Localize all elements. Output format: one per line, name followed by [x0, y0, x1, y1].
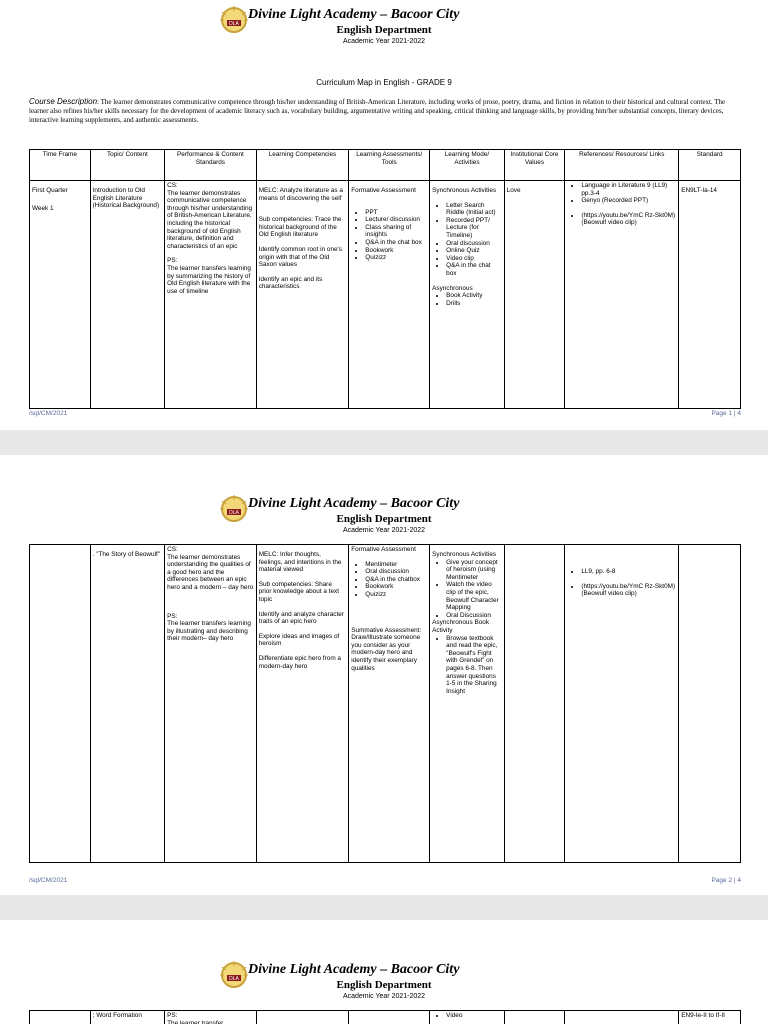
asynchronous-list [446, 292, 502, 307]
school-name: Divine Light Academy – Bacoor City [248, 962, 460, 977]
competencies-cell [256, 545, 349, 863]
page-header [0, 0, 768, 62]
footer-code: /sql/CM/2021 [29, 410, 68, 417]
competency-text: Identify common root in one's origin with that of the Old Saxon values [258, 245, 342, 269]
col-header: Topic/ Content [90, 150, 165, 181]
table-row [30, 1011, 741, 1024]
ps-label: PS: [167, 1012, 178, 1019]
table-header-row [30, 150, 741, 181]
synchronous-list [446, 1012, 502, 1020]
competency-text: Identify and analyze character traits of an epic hero [258, 610, 344, 626]
col-header: Time Frame [30, 150, 91, 181]
standard-code: EN9LT-Ia-14 [681, 187, 717, 194]
melc-text: MELC: Analyze literature as a means of discovering the self [258, 187, 343, 202]
curriculum-table [29, 149, 741, 409]
academic-year: Academic Year 2021-2022 [342, 38, 426, 45]
synchronous-list [446, 202, 502, 278]
time-frame-cell [30, 1011, 91, 1024]
list-item: • Bookwork [365, 583, 427, 591]
list-item: • Online Quiz [446, 247, 502, 255]
list-item: • Bookwork [365, 247, 427, 255]
topic-cell [90, 181, 165, 409]
sub-competencies-text: Sub competencies: Trace the historical background of the Old English literature [258, 216, 342, 239]
list-item: • LL9, pp. 6-8 [581, 568, 676, 576]
list-item: • Class sharing of insights [365, 224, 427, 239]
assessment-title: Formative Assessment [351, 187, 416, 194]
assessment-cell [349, 1011, 430, 1024]
assessment-title: Formative Assessment [351, 546, 416, 553]
activities-cell [430, 545, 505, 863]
standards-cell [165, 181, 257, 409]
references-list [581, 182, 676, 227]
list-item: • Q&A in the chat box [446, 262, 502, 277]
school-name: Divine Light Academy – Bacoor City [248, 7, 460, 22]
table-row [30, 181, 741, 409]
curriculum-table [29, 1010, 741, 1024]
competency-text: Identify an epic and its characteristics [258, 275, 323, 291]
list-item: • Recorded PPT/ Lecture (for Timeline) [446, 217, 502, 240]
page-header [0, 489, 768, 551]
page-footer [29, 410, 741, 417]
academic-year: Academic Year 2021-2022 [342, 993, 426, 1000]
core-values-cell [504, 1011, 565, 1024]
curriculum-table [29, 544, 741, 863]
assessment-list [365, 561, 427, 599]
department-name: English Department [336, 24, 432, 36]
topic-cell [90, 1011, 165, 1024]
standard-cell [679, 1011, 741, 1024]
list-item: • PPT [365, 209, 427, 217]
time-frame-cell [30, 545, 91, 863]
col-header: Learning Competencies [256, 150, 349, 181]
list-item: • Browse textbook and read the epic, "Beowulf's Fight with Grendel" on pages 6-8. Then answer questions 1-5 in the Sharing Insight [446, 635, 502, 696]
list-item: • (https://youtu.be/YmC Rz-Skt0M) (Beowulf video clip) [581, 212, 676, 227]
activities-cell [430, 1011, 505, 1024]
assessment-cell [349, 181, 430, 409]
core-values-cell [504, 181, 565, 409]
col-header: Learning Assessments/ Tools [349, 150, 430, 181]
competency-text: Differentiate epic hero from a modern-day hero [258, 654, 341, 670]
topic-text: Introduction to Old English Literature (Historical Background) [92, 187, 160, 210]
page-footer [29, 877, 741, 884]
department-name: English Department [336, 979, 432, 991]
col-header: Learning Mode/ Activities [430, 150, 505, 181]
list-item: • Give your concept of heroism (using Mentimeter [446, 559, 502, 582]
competency-text: Explore ideas and images of heroism [258, 632, 340, 648]
list-item: • Lecture/ discussion [365, 216, 427, 224]
cs-text: The learner demonstrates understanding the qualities of a good hero and the differences between an epic hero and a modern – day hero [167, 553, 254, 591]
course-description [29, 97, 741, 125]
col-header: Institutional Core Values [504, 150, 565, 181]
synchronous-title: Synchronous Activities [432, 187, 497, 194]
list-item: • Oral discussion [365, 568, 427, 576]
list-item: • Oral discussion [446, 240, 502, 248]
page-number: Page 1 | 4 [711, 410, 741, 417]
list-item: • Quizizz [365, 591, 427, 599]
ps-label: PS: [167, 612, 178, 620]
department-name: English Department [336, 513, 432, 525]
synchronous-title: Synchronous Activities [432, 551, 497, 558]
core-value-text: Love [506, 187, 521, 194]
ps-text: The learner transfers learning by illustrating and describing their modern– day hero [167, 620, 251, 643]
list-item: • Language in Literature 9 (LL9) pp.3-4 [581, 182, 676, 197]
document-title: Curriculum Map in English - GRADE 9 [316, 78, 452, 87]
list-item: • Genyo (Recorded PPT) [581, 197, 676, 205]
time-frame-cell [30, 181, 91, 409]
standards-cell [165, 1011, 257, 1024]
document-page-2 [0, 455, 768, 895]
list-item: • Oral Discussion [446, 612, 502, 620]
list-item: • Letter Search Riddle (Initial act) [446, 202, 502, 217]
references-cell [565, 545, 679, 863]
list-item: • Q&A in the chat box [365, 239, 427, 247]
cs-label: CS: [167, 546, 178, 553]
footer-code: /sql/CM/2021 [29, 877, 68, 884]
melc-text: MELC: Infer thoughts, feelings, and intentions in the material viewed [258, 551, 342, 574]
assessment-list [365, 209, 427, 262]
synchronous-list [446, 559, 502, 620]
course-description-label: Course Description [29, 97, 98, 106]
standard-code: EN9-Ie-II to If-II [681, 1012, 725, 1019]
list-item: • Video [446, 1012, 502, 1020]
col-header: References/ Resources/ Links [565, 150, 679, 181]
logo-text: DLA [229, 21, 239, 27]
standard-cell [679, 181, 741, 409]
logo-text: DLA [229, 510, 239, 516]
col-header: Performance & Content Standards [165, 150, 257, 181]
logo-text: DLA [229, 976, 239, 982]
document-page-3 [0, 920, 768, 1024]
references-cell [565, 1011, 679, 1024]
ps-label: PS: [167, 257, 178, 265]
sub-competencies-text: Sub competencies: Share prior knowledge about a text topic [258, 580, 339, 603]
ps-text: The learner transfer [167, 1019, 224, 1024]
competencies-cell [256, 181, 349, 409]
asynchronous-title: Asynchronous [432, 284, 473, 292]
list-item: • (https://youtu.be/YmC Rz-Skt0M) (Beowulf video clip) [581, 583, 676, 598]
list-item: • Mentimeter [365, 561, 427, 569]
document-page-1 [0, 0, 768, 430]
asynchronous-title: Asynchronous Book Activity [432, 619, 490, 634]
table-row [30, 545, 741, 863]
assessment-cell [349, 545, 430, 863]
cs-label: CS: [167, 182, 178, 189]
asynchronous-list [446, 635, 502, 696]
summative-assessment: Summative Assessment: Draw/Illustrate someone you consider as your modern-day hero and identify their exemplary qualities [351, 626, 422, 672]
page-number: Page 2 | 4 [711, 877, 741, 884]
list-item: • Book Activity [446, 292, 502, 300]
ps-text: The learner transfers learning by summarizing the history of Old English literature with the use of timeline [167, 264, 251, 295]
academic-year: Academic Year 2021-2022 [342, 527, 426, 534]
topic-text: . "The Story of Beowulf" [92, 551, 161, 558]
school-name: Divine Light Academy – Bacoor City [248, 496, 460, 511]
cs-text: The learner demonstrates communicative competence through his/her understanding of British-American Literature, including the historical background of old English literature, definition and characteristics of an epic [167, 189, 253, 250]
list-item: • Quizizz [365, 254, 427, 262]
page-header [0, 955, 768, 1017]
quarter-text: First Quarter [32, 187, 68, 194]
references-cell [565, 181, 679, 409]
competencies-cell [256, 1011, 349, 1024]
core-values-cell [504, 545, 565, 863]
list-item: • Watch the video clip of the epic, Beowulf Character Mapping [446, 581, 502, 611]
col-header: Standard [679, 150, 741, 181]
standard-cell [679, 545, 741, 863]
list-item: • Q&A in the chatbox [365, 576, 427, 584]
topic-text: ; Word Formation [92, 1012, 142, 1019]
list-item: • Drills [446, 300, 502, 308]
topic-cell [90, 545, 165, 863]
activities-cell [430, 181, 505, 409]
course-description-text: : The learner demonstrates communicative competence through his/her understanding of British-American Literature, including works of prose, poetry, drama, and fiction in relation to their historical and cultural context. The learner also refines his/her skills necessary for the development of academic literacy such as, vocabulary building, argumentative writing and speaking, critical thinking and language skills, by providing him/her substantial concepts, literary devices, interactive learning supplements, and authentic assessments. [29, 98, 726, 124]
week-text: Week 1 [32, 204, 54, 212]
list-item: • Video clip [446, 255, 502, 263]
references-list [581, 568, 676, 598]
standards-cell [165, 545, 257, 863]
